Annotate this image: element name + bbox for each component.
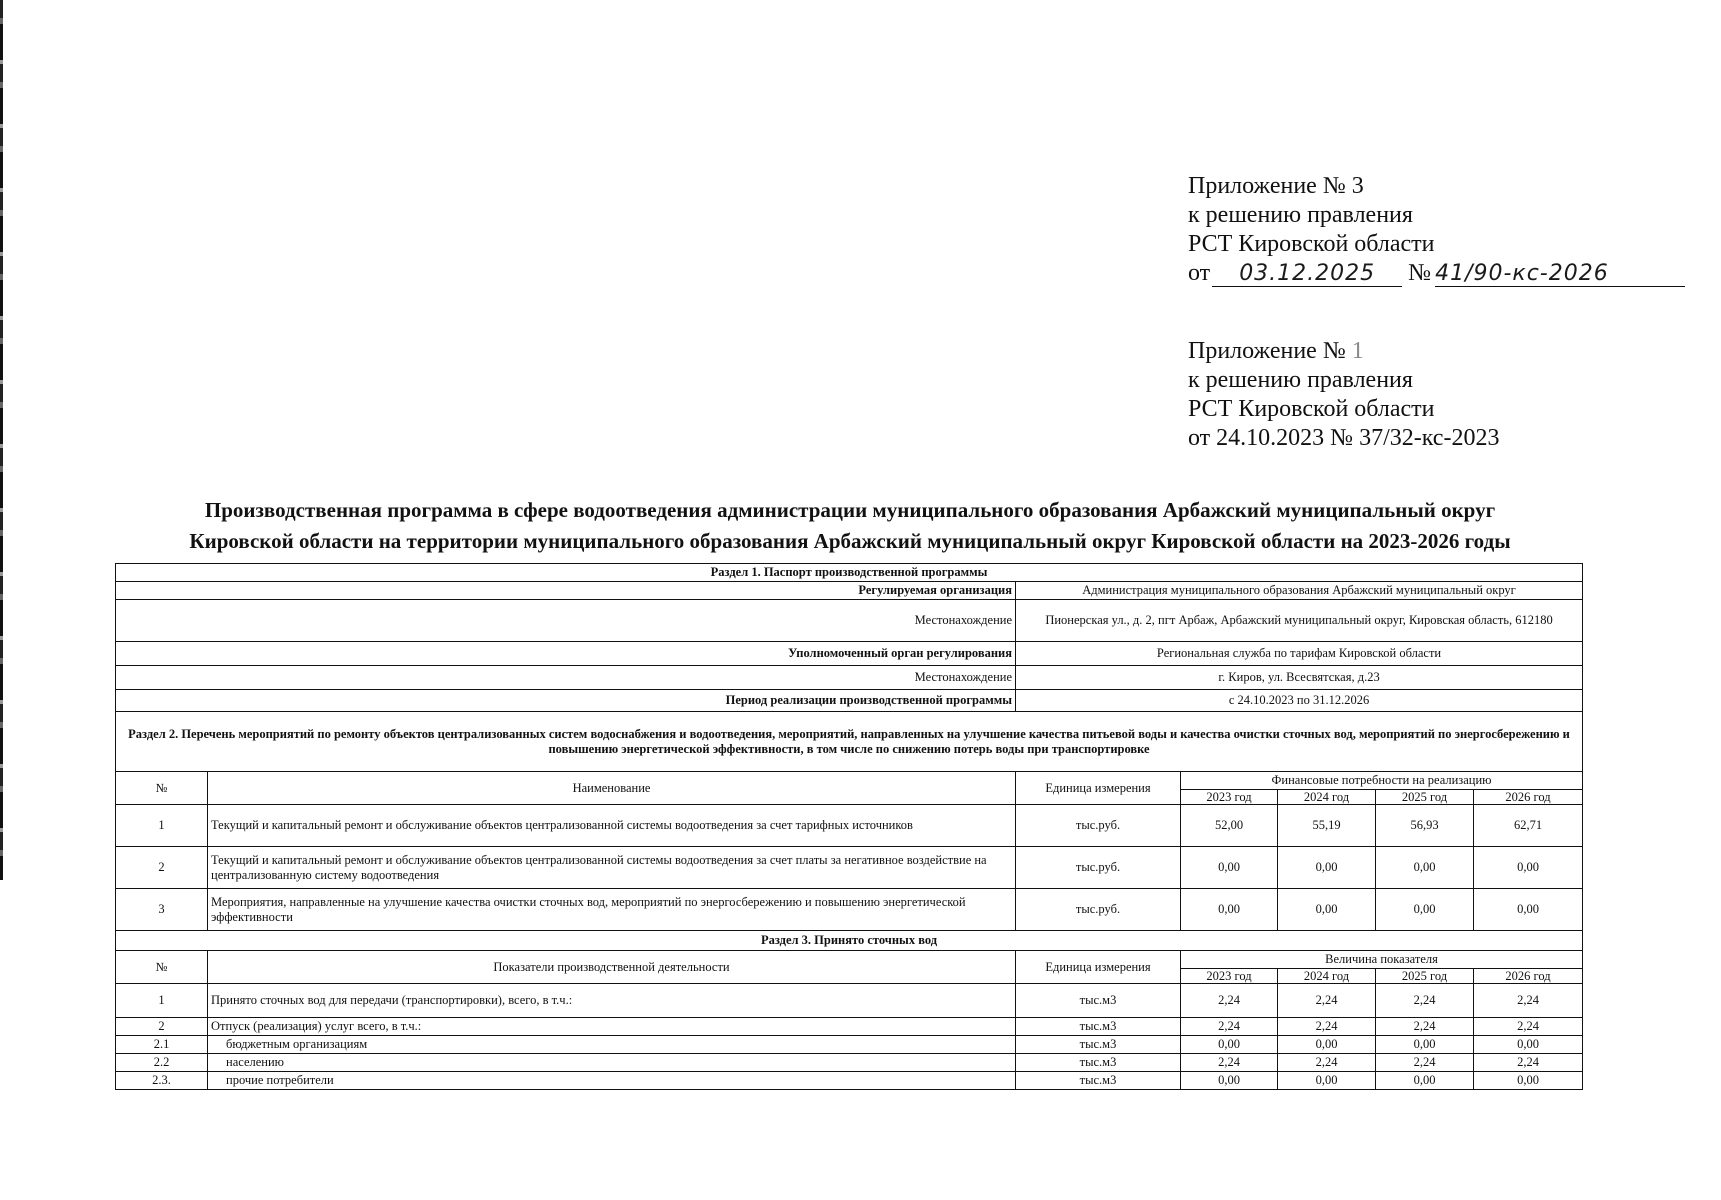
row-value: 0,00 (1376, 1072, 1474, 1090)
section3-heading: Раздел 3. Принято сточных вод (116, 931, 1583, 951)
row-unit: тыс.м3 (1016, 1054, 1181, 1072)
table-row (116, 1054, 1583, 1072)
table-row (116, 984, 1583, 1018)
section3-heading-row (116, 931, 1583, 951)
row-value: 0,00 (1474, 889, 1583, 931)
year-header: 2025 год (1376, 790, 1474, 805)
table-row (116, 889, 1583, 931)
decision-ref: к решению правления (1188, 202, 1413, 228)
row-no: 2.2 (116, 1054, 208, 1072)
row-value: 2,24 (1376, 984, 1474, 1018)
year-header: 2025 год (1376, 969, 1474, 984)
row-value: 62,71 (1474, 805, 1583, 847)
passport-row (116, 600, 1583, 642)
row-value: 2,24 (1278, 984, 1376, 1018)
from-label: от (1188, 260, 1211, 286)
row-unit: тыс.м3 (1016, 1018, 1181, 1036)
year-header: 2024 год (1278, 790, 1376, 805)
col-unit-header: Единица измерения (1016, 772, 1181, 805)
passport-value: с 24.10.2023 по 31.12.2026 (1016, 690, 1583, 712)
row-value: 52,00 (1181, 805, 1278, 847)
col-unit-header: Единица измерения (1016, 951, 1181, 984)
row-unit: тыс.м3 (1016, 984, 1181, 1018)
row-name: Мероприятия, направленные на улучшение качества очистки сточных вод, мероприятий по энергосбережению и повышению энергетической эффективности (208, 889, 1016, 931)
row-unit: тыс.м3 (1016, 1072, 1181, 1090)
year-header: 2024 год (1278, 969, 1376, 984)
passport-label: Период реализации производственной программы (116, 690, 1016, 712)
passport-value: Администрация муниципального образования Арбажский муниципальный округ (1016, 582, 1583, 600)
row-value: 0,00 (1278, 889, 1376, 931)
row-value: 56,93 (1376, 805, 1474, 847)
handwritten-number: 41/90-кс-2026 (1435, 262, 1685, 287)
section3-header-row (116, 951, 1583, 969)
appendix-stamp-current (1188, 172, 1685, 288)
table-row (116, 1018, 1583, 1036)
row-value: 55,19 (1278, 805, 1376, 847)
number-label: № (1408, 260, 1432, 286)
col-group-header: Финансовые потребности на реализацию (1181, 772, 1583, 790)
passport-value: г. Киров, ул. Всесвятская, д.23 (1016, 666, 1583, 690)
row-value: 0,00 (1376, 889, 1474, 931)
row-no: 1 (116, 805, 208, 847)
row-value: 2,24 (1181, 984, 1278, 1018)
passport-label: Уполномоченный орган регулирования (116, 642, 1016, 666)
passport-value: Региональная служба по тарифам Кировской области (1016, 642, 1583, 666)
row-name: прочие потребители (208, 1072, 1016, 1090)
year-header: 2026 год (1474, 969, 1583, 984)
year-header: 2023 год (1181, 790, 1278, 805)
passport-label: Регулируемая организация (116, 582, 1016, 600)
col-name-header: Показатели производственной деятельности (208, 951, 1016, 984)
row-value: 0,00 (1474, 847, 1583, 889)
row-value: 2,24 (1278, 1018, 1376, 1036)
row-value: 0,00 (1278, 847, 1376, 889)
appendix-number: Приложение № 1 (1188, 338, 1364, 364)
table-row (116, 1072, 1583, 1090)
row-value: 0,00 (1278, 1072, 1376, 1090)
row-no: 2 (116, 847, 208, 889)
row-value: 0,00 (1474, 1036, 1583, 1054)
row-name: Принято сточных вод для передачи (транспортировки), всего, в т.ч.: (208, 984, 1016, 1018)
section2-heading: Раздел 2. Перечень мероприятий по ремонту объектов централизованных систем водоснабжения и водоотведения, мероприятий, направленных на улучшение качества питьевой воды и качества очистки сточных вод, мероприятий по энергосбережению и повышению энергетической эффективности, в том числе по снижению потерь воды при транспортировке (116, 712, 1583, 772)
row-name: Текущий и капитальный ремонт и обслуживание объектов централизованной системы водоотведения за счет тарифных источников (208, 805, 1016, 847)
row-value: 0,00 (1181, 889, 1278, 931)
row-no: 2.1 (116, 1036, 208, 1054)
section2-header-row (116, 772, 1583, 790)
section1-heading: Раздел 1. Паспорт производственной программы (116, 564, 1583, 582)
title-line-2: Кировской области на территории муниципального образования Арбажский муниципальный округ Кировской области на 2023-2026 годы (189, 529, 1511, 553)
row-unit: тыс.руб. (1016, 847, 1181, 889)
row-value: 2,24 (1181, 1054, 1278, 1072)
row-value: 0,00 (1278, 1036, 1376, 1054)
row-value: 2,24 (1474, 984, 1583, 1018)
row-value: 2,24 (1181, 1018, 1278, 1036)
appendix-number-faded: 1 (1351, 338, 1364, 364)
table-row (116, 805, 1583, 847)
passport-row (116, 582, 1583, 600)
row-value: 0,00 (1376, 1036, 1474, 1054)
row-name: населению (208, 1054, 1016, 1072)
col-no-header: № (116, 772, 208, 805)
production-program-table (115, 563, 1583, 1090)
row-name: Отпуск (реализация) услуг всего, в т.ч.: (208, 1018, 1016, 1036)
row-name: Текущий и капитальный ремонт и обслуживание объектов централизованной системы водоотведения за счет платы за негативное воздействие на централизованную систему водоотведения (208, 847, 1016, 889)
passport-label: Местонахождение (116, 600, 1016, 642)
decision-date-line (1188, 259, 1685, 288)
row-no: 2 (116, 1018, 208, 1036)
year-header: 2023 год (1181, 969, 1278, 984)
table-row (116, 847, 1583, 889)
handwritten-date: 03.12.2025 (1212, 262, 1402, 287)
table-row (116, 1036, 1583, 1054)
decision-ref: к решению правления (1188, 367, 1413, 393)
authority-name: РСТ Кировской области (1188, 396, 1435, 422)
row-value: 2,24 (1474, 1054, 1583, 1072)
document-title (100, 495, 1600, 557)
row-no: 1 (116, 984, 208, 1018)
passport-row (116, 642, 1583, 666)
col-group-header: Величина показателя (1181, 951, 1583, 969)
row-value: 0,00 (1181, 1036, 1278, 1054)
row-no: 3 (116, 889, 208, 931)
scan-edge (0, 0, 3, 880)
appendix-number: Приложение № 3 (1188, 173, 1364, 199)
row-unit: тыс.м3 (1016, 1036, 1181, 1054)
title-line-1: Производственная программа в сфере водоотведения администрации муниципального образования Арбажский муниципальный округ (204, 498, 1496, 522)
authority-name: РСТ Кировской области (1188, 231, 1435, 257)
row-value: 2,24 (1474, 1018, 1583, 1036)
row-unit: тыс.руб. (1016, 805, 1181, 847)
row-value: 2,24 (1278, 1054, 1376, 1072)
passport-label: Местонахождение (116, 666, 1016, 690)
passport-row (116, 666, 1583, 690)
passport-row (116, 690, 1583, 712)
col-name-header: Наименование (208, 772, 1016, 805)
row-value: 0,00 (1181, 1072, 1278, 1090)
row-value: 0,00 (1474, 1072, 1583, 1090)
row-value: 2,24 (1376, 1018, 1474, 1036)
row-name: бюджетным организациям (208, 1036, 1016, 1054)
section2-heading-row (116, 712, 1583, 772)
row-value: 0,00 (1376, 847, 1474, 889)
col-no-header: № (116, 951, 208, 984)
decision-date: от 24.10.2023 № 37/32-кс-2023 (1188, 425, 1500, 451)
section1-heading-row (116, 564, 1583, 582)
appendix-stamp-previous (1188, 337, 1499, 453)
row-value: 0,00 (1181, 847, 1278, 889)
passport-value: Пионерская ул., д. 2, пгт Арбаж, Арбажский муниципальный округ, Кировская область, 612180 (1016, 600, 1583, 642)
row-value: 2,24 (1376, 1054, 1474, 1072)
year-header: 2026 год (1474, 790, 1583, 805)
row-unit: тыс.руб. (1016, 889, 1181, 931)
row-no: 2.3. (116, 1072, 208, 1090)
